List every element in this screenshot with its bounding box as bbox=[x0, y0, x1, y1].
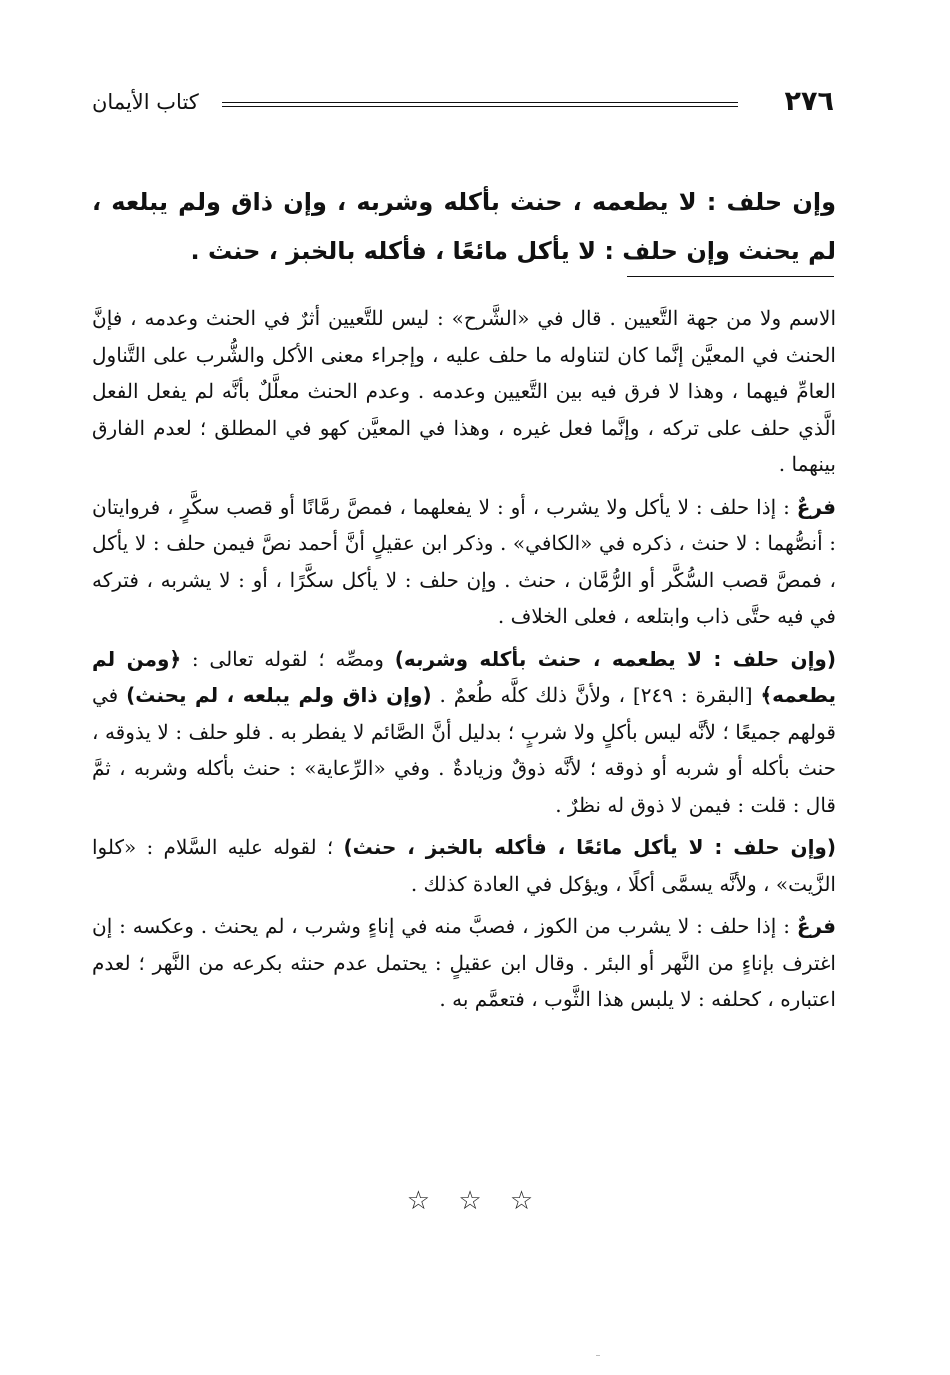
quoted-matn: (وإن ذاق ولم يبلعه ، لم يحنث) bbox=[126, 683, 432, 707]
commentary bbox=[92, 300, 836, 1024]
paragraph-text: : إذا حلف : لا يشرب من الكوز ، فصبَّ منه في إناءٍ وشرب ، لم يحنث . وعكسه : إن اغترف بإناءٍ من النَّهر أو البئر . وقال ابن عقيلٍ : يحتمل عدم حنثه بكرعه من النَّهر ؛ لعدم اعتباره ، كحلفه : لا يلبس هذا الثَّوب ، فتعمَّم به . bbox=[92, 914, 836, 1011]
main-text-separator bbox=[627, 276, 834, 277]
commentary-paragraph-2 bbox=[92, 489, 836, 635]
header-rule bbox=[222, 102, 738, 107]
section-end-stars: ☆ ☆ ☆ bbox=[406, 1186, 544, 1216]
quran-quote: ﴿ومن لم يطعمه﴾ bbox=[92, 646, 836, 707]
book-title: كتاب الأيمان bbox=[92, 90, 199, 114]
far-heading: فرعٌ bbox=[796, 914, 837, 938]
commentary-paragraph-5 bbox=[92, 908, 836, 1018]
commentary-paragraph-3 bbox=[92, 641, 836, 824]
paragraph-text: في قولهم جميعًا ؛ لأنَّه ليس بأكلٍ ولا شربٍ ؛ بدليل أنَّ الصَّائم لا يفطر به . فلو حلف : لا يذوقه ، حنث بأكله أو شربه أو ذوقه ؛ لأنَّه ذوقٌ وزيادةٌ . وفي «الرِّعاية» : حنث بأكله وشربه ، ثمَّ قال : قلت : فيمن لا ذوق له نظرٌ . bbox=[92, 683, 836, 817]
main-text: وإن حلف : لا يطعمه ، حنث بأكله وشربه ، وإن ذاق ولم يبلعه ، لم يحنث وإن حلف : لا يأكل مائعًا ، فأكله بالخبز ، حنث . bbox=[92, 188, 836, 265]
scan-speck bbox=[596, 1355, 600, 1356]
paragraph-text: ومصِّه ؛ لقوله تعالى : bbox=[181, 646, 395, 671]
paragraph-text: : إذا حلف : لا يأكل ولا يشرب ، أو : لا يفعلهما ، فمصَّ رمَّانًا أو قصب سكَّرٍ ، فروايتان : أنصُّهما : لا حنث ، ذكره في «الكافي» . وذكر ابن عقيلٍ أنَّ أحمد نصَّ فيمن حلف : لا يأكل ، فمصَّ قصب السُّكَّر أو الرُّمَّان ، حنث . وإن حلف : لا يأكل سكَّرًا ، أو : لا يشربه ، فتركه في فيه حتَّى ذاب وابتلعه ، فعلى الخلاف . bbox=[92, 494, 836, 628]
far-heading: فرعٌ bbox=[796, 494, 836, 519]
quoted-matn: (وإن حلف : لا يأكل مائعًا ، فأكله بالخبز ، حنث) bbox=[343, 835, 836, 859]
paragraph-text: ؛ لقوله عليه السَّلام : «كلوا الزَّيت» ، ولأنَّه يسمَّى أكلًا ، ويؤكل في العادة كذلك . bbox=[92, 835, 836, 896]
quoted-matn: (وإن حلف : لا يطعمه ، حنث بأكله وشربه) bbox=[394, 646, 837, 671]
page-number: ٢٧٦ bbox=[784, 86, 834, 117]
commentary-paragraph-4 bbox=[92, 829, 836, 902]
paragraph-text: [البقرة : ٢٤٩] ، ولأنَّ ذلك كلَّه طُعمٌ . bbox=[431, 683, 761, 707]
page-header bbox=[92, 86, 834, 126]
commentary-paragraph-1: الاسم ولا من جهة التَّعيين . قال في «الشَّرح» : ليس للتَّعيين أثرٌ في الحنث وعدمه ، فإنَّ الحنث في المعيَّن إنَّما كان لتناوله ما حلف عليه ، وإجراء معنى الأكل والشُّرب على التَّناول العامِّ فيهما ، وهذا لا فرق فيه بين التَّعيين وعدمه . وعدم الحنث معلَّلٌ بأنَّه لم يفعل الفعل الَّذي حلف على تركه ، وإنَّما فعل غيره ، وهذا في المعيَّن كهو في المطلق ؛ لعدم الفارق بينهما . bbox=[92, 306, 836, 476]
